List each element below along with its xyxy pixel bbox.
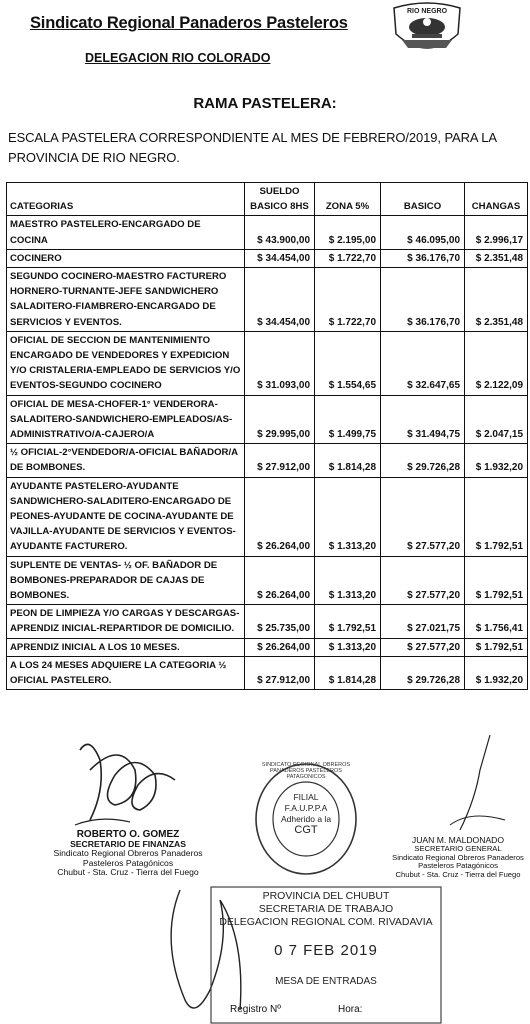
table-row bbox=[7, 249, 528, 267]
zona-cell: $ 1.814,28 bbox=[315, 656, 381, 689]
header-changas: CHANGAS bbox=[465, 183, 528, 216]
signature-right-role: SECRETARIO GENERAL bbox=[414, 843, 502, 853]
basico-cell: $ 31.494,75 bbox=[381, 395, 465, 444]
union-title: Sindicato Regional Panaderos Pasteleros bbox=[30, 14, 348, 32]
signature-left-block bbox=[38, 830, 218, 878]
changas-cell: $ 1.932,20 bbox=[465, 444, 528, 477]
category-cell: COCINERO bbox=[7, 249, 245, 267]
header-categorias: CATEGORIAS bbox=[7, 183, 245, 216]
table-row bbox=[7, 268, 528, 332]
sueldo-cell: $ 43.900,00 bbox=[245, 216, 315, 249]
escala-description: ESCALA PASTELERA CORRESPONDIENTE AL MES DE FEBRERO/2019, PARA LA PROVINCIA DE RIO NEGRO. bbox=[8, 130, 497, 165]
basico-cell: $ 32.647,65 bbox=[381, 331, 465, 395]
basico-cell: $ 29.726,28 bbox=[381, 444, 465, 477]
sueldo-cell: $ 34.454,00 bbox=[245, 268, 315, 332]
changas-cell: $ 1.792,51 bbox=[465, 477, 528, 556]
signature-right-org1: Sindicato Regional Obreros Panaderos bbox=[392, 852, 524, 862]
category-cell: AYUDANTE PASTELERO-AYUDANTE SANDWICHERO-SALADITERO-ENCARGADO DE PEONES-AYUDANTE DE COCINA-AYUDANTE DE VAJILLA-AYUDANTE DE SERVICIOS Y EVENTOS-AYUDANTE FACTURERO. bbox=[7, 477, 245, 556]
delegacion-subtitle: DELEGACION RIO COLORADO bbox=[85, 51, 271, 65]
table-row bbox=[7, 477, 528, 556]
signature-left-org2: Pasteleros Patagónicos bbox=[82, 857, 174, 868]
signature-left-org1: Sindicato Regional Obreros Panaderos bbox=[53, 848, 203, 858]
table-row bbox=[7, 444, 528, 477]
signature-right-block bbox=[388, 836, 528, 880]
table-row bbox=[7, 638, 528, 656]
table-row bbox=[7, 556, 528, 605]
category-cell: OFICIAL DE SECCION DE MANTENIMIENTO ENCARGADO DE VENDEDORES Y EXPEDICION Y/O CRISTALERIA-EMPLEADO DE SERVICIOS Y/O EVENTOS-SEGUNDO COCINERO bbox=[7, 331, 245, 395]
sueldo-cell: $ 34.454,00 bbox=[245, 249, 315, 267]
signature-left-role: SECRETARIO DE FINANZAS bbox=[70, 838, 186, 849]
basico-cell: $ 46.095,00 bbox=[381, 216, 465, 249]
sueldo-cell: $ 31.093,00 bbox=[245, 331, 315, 395]
salary-scale-table bbox=[6, 182, 528, 690]
stamp-registro: Registro Nº bbox=[230, 1004, 281, 1015]
header-zona: ZONA 5% bbox=[315, 183, 381, 216]
stamp-mesa: MESA DE ENTRADAS bbox=[275, 976, 377, 987]
stamp-ring-text: SINDICATO REGIONAL OBREROS PANADEROS PASTELEROS PATAGONICOS bbox=[261, 762, 351, 780]
zona-cell: $ 1.499,75 bbox=[315, 395, 381, 444]
basico-cell: $ 27.577,20 bbox=[381, 556, 465, 605]
rama-heading: RAMA PASTELERA: bbox=[193, 95, 337, 112]
table-row bbox=[7, 656, 528, 689]
changas-cell: $ 1.932,20 bbox=[465, 656, 528, 689]
changas-cell: $ 2.351,48 bbox=[465, 249, 528, 267]
changas-cell: $ 2.351,48 bbox=[465, 268, 528, 332]
basico-cell: $ 29.726,28 bbox=[381, 656, 465, 689]
sueldo-cell: $ 27.912,00 bbox=[245, 656, 315, 689]
basico-cell: $ 27.577,20 bbox=[381, 638, 465, 656]
stamp-secretaria: SECRETARIA DE TRABAJO bbox=[258, 903, 394, 915]
svg-text:RIO NEGRO: RIO NEGRO bbox=[406, 8, 448, 15]
changas-cell: $ 1.756,41 bbox=[465, 605, 528, 638]
zona-cell: $ 1.722,70 bbox=[315, 249, 381, 267]
signature-right-org3: Chubut - Sta. Cruz - Tierra del Fuego bbox=[395, 870, 521, 880]
category-cell: SUPLENTE DE VENTAS- ½ OF. BAÑADOR DE BOMBONES-PREPARADOR DE CAJAS DE BOMBONES. bbox=[7, 556, 245, 605]
category-cell: PEON DE LIMPIEZA Y/O CARGAS Y DESCARGAS-APRENDIZ INICIAL-REPARTIDOR DE DOMICILIO. bbox=[7, 605, 245, 638]
zona-cell: $ 1.722,70 bbox=[315, 268, 381, 332]
signature-left-org3: Chubut - Sta. Cruz - Tierra del Fuego bbox=[57, 867, 199, 877]
category-cell: ½ OFICIAL-2°VENDEDOR/A-OFICIAL BAÑADOR/A DE BOMBONES. bbox=[7, 444, 245, 477]
signature-right-scribble bbox=[420, 730, 520, 840]
sueldo-cell: $ 26.264,00 bbox=[245, 556, 315, 605]
changas-cell: $ 1.792,51 bbox=[465, 556, 528, 605]
changas-cell: $ 2.996,17 bbox=[465, 216, 528, 249]
category-cell: OFICIAL DE MESA-CHOFER-1° VENDERORA-SALADITERO-SANDWICHERO-EMPLEADOS/AS-ADMINISTRATIVO/A-CAJERO/A bbox=[7, 395, 245, 444]
zona-cell: $ 1.313,20 bbox=[315, 556, 381, 605]
zona-cell: $ 1.313,20 bbox=[315, 638, 381, 656]
changas-cell: $ 1.792,51 bbox=[465, 638, 528, 656]
signature-right-name: JUAN M. MALDONADO bbox=[411, 835, 505, 845]
changas-cell: $ 2.047,15 bbox=[465, 395, 528, 444]
basico-cell: $ 36.176,70 bbox=[381, 268, 465, 332]
basico-cell: $ 27.021,75 bbox=[381, 605, 465, 638]
sueldo-cell: $ 25.735,00 bbox=[245, 605, 315, 638]
changas-cell: $ 2.122,09 bbox=[465, 331, 528, 395]
zona-cell: $ 2.195,00 bbox=[315, 216, 381, 249]
sueldo-cell: $ 26.264,00 bbox=[245, 477, 315, 556]
stamp-center-filial: FILIAL bbox=[293, 792, 319, 802]
zona-cell: $ 1.313,20 bbox=[315, 477, 381, 556]
sueldo-cell: $ 26.264,00 bbox=[245, 638, 315, 656]
stamp-date: 0 7 FEB 2019 bbox=[274, 942, 378, 959]
category-cell: APRENDIZ INICIAL A LOS 10 MESES. bbox=[7, 638, 245, 656]
table-row bbox=[7, 605, 528, 638]
table-row bbox=[7, 395, 528, 444]
zona-cell: $ 1.792,51 bbox=[315, 605, 381, 638]
basico-cell: $ 36.176,70 bbox=[381, 249, 465, 267]
sueldo-cell: $ 29.995,00 bbox=[245, 395, 315, 444]
stamp-provincia: PROVINCIA DEL CHUBUT bbox=[262, 890, 390, 902]
secretaria-trabajo-stamp bbox=[210, 886, 442, 1024]
signature-left-name: ROBERTO O. GOMEZ bbox=[76, 829, 180, 840]
stamp-center-cgt: CGT bbox=[294, 824, 318, 836]
stamp-delegacion: DELEGACION REGIONAL COM. RIVADAVIA bbox=[219, 916, 433, 928]
table-header-row bbox=[7, 183, 528, 216]
header-basico: BASICO bbox=[381, 183, 465, 216]
category-cell: MAESTRO PASTELERO-ENCARGADO DE COCINA bbox=[7, 216, 245, 249]
table-row bbox=[7, 331, 528, 395]
category-cell: A LOS 24 MESES ADQUIERE LA CATEGORIA ½ OFICIAL PASTELERO. bbox=[7, 656, 245, 689]
sueldo-cell: $ 27.912,00 bbox=[245, 444, 315, 477]
category-cell: SEGUNDO COCINERO-MAESTRO FACTURERO HORNERO-TURNANTE-JEFE SANDWICHERO SALADITERO-FIAMBRERO-ENCARGADO DE SERVICIOS Y EVENTOS. bbox=[7, 268, 245, 332]
rio-negro-shield-logo bbox=[388, 0, 466, 58]
stamp-hora: Hora: bbox=[338, 1004, 363, 1015]
table-row bbox=[7, 216, 528, 249]
signature-left-scribble bbox=[60, 730, 190, 840]
stamp-center-adherido: Adherido a la bbox=[280, 814, 332, 824]
union-round-stamp bbox=[254, 762, 358, 876]
zona-cell: $ 1.554,65 bbox=[315, 331, 381, 395]
signature-right-org2: Pasteleros Patagónicos bbox=[418, 861, 498, 871]
stamp-center-fauppa: F.A.U.P.P.A bbox=[284, 803, 328, 813]
zona-cell: $ 1.814,28 bbox=[315, 444, 381, 477]
header-sueldo: SUELDO BASICO 8HS bbox=[245, 183, 315, 216]
basico-cell: $ 27.577,20 bbox=[381, 477, 465, 556]
